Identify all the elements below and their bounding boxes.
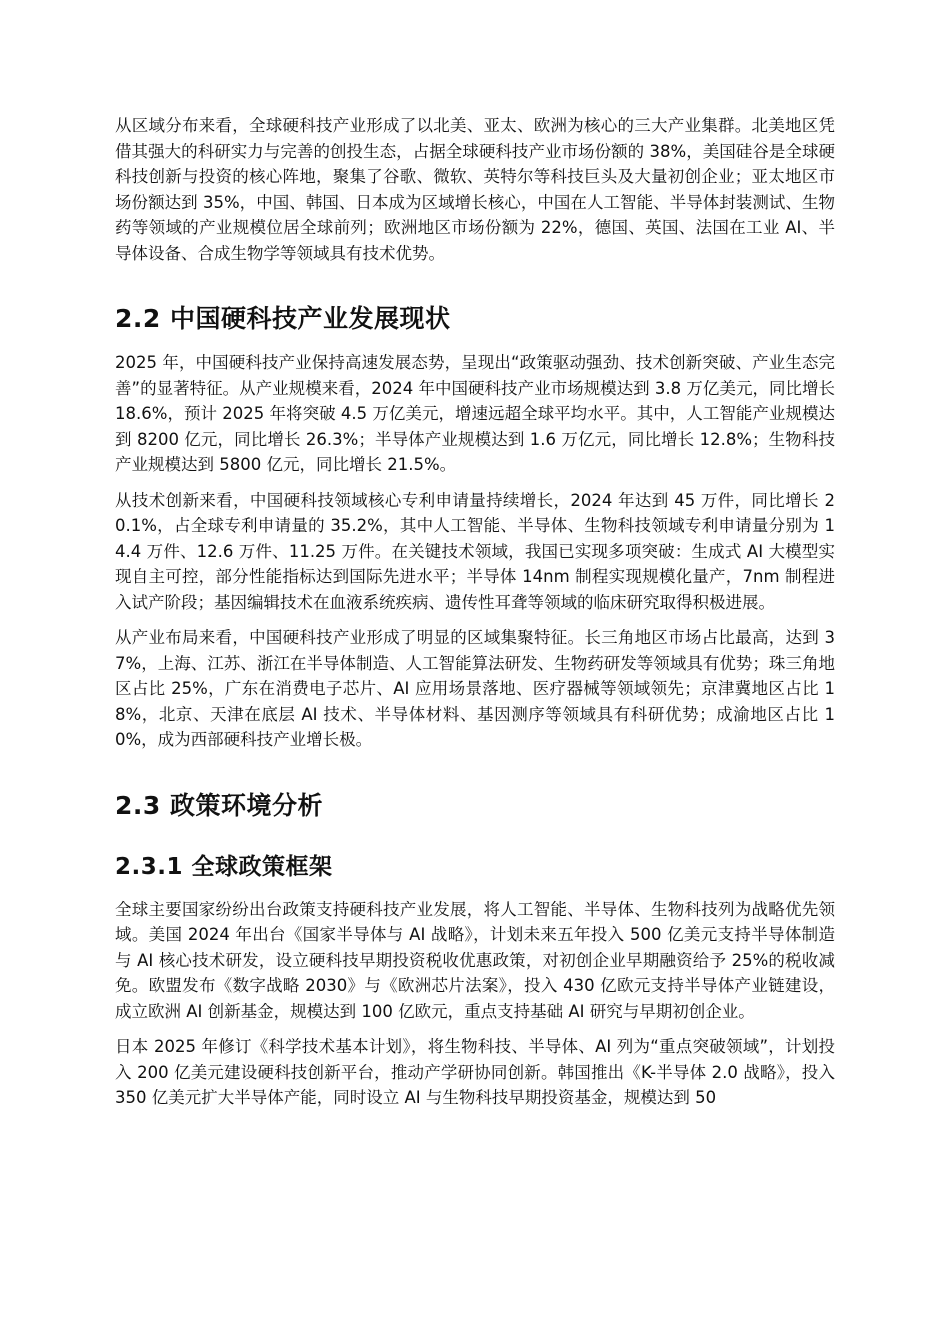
paragraph-tech-innovation: 从技术创新来看，中国硬科技领域核心专利申请量持续增长，2024 年达到 45 万件，同比增长 20.1%，占全球专利申请量的 35.2%，其中人工智能、半导体、生物科技领域专利申请量分别为 14.4 万件、12.6 万件、11.25 万件。在关键技术领域，我国已实现多项突破：生成式 AI 大模型实现自主可控，部分性能指标达到国际先进水平；半导体 14nm 制程实现规模化量产，7nm 制程进入试产阶段；基因编辑技术在血液系统疾病、遗传性耳聋等领域的临床研究取得积极进展。 — [115, 490, 835, 612]
paragraph-japan-korea-policy: 日本 2025 年修订《科学技术基本计划》，将生物科技、半导体、AI 列为“重点突破领域”，计划投入 200 亿美元建设硬科技创新平台，推动产学研协同创新。韩国推出《K-半导体 2.0 战略》，投入 350 亿美元扩大半导体产能，同时设立 AI 与生物科技早期投资基金，规模达到 50 — [115, 1037, 835, 1107]
subsection-heading-2-3-1: 2.3.1 全球政策框架 — [115, 853, 333, 880]
section-heading-2-2: 2.2 中国硬科技产业发展现状 — [115, 304, 451, 333]
paragraph-regional-distribution: 从区域分布来看，全球硬科技产业形成了以北美、亚太、欧洲为核心的三大产业集群。北美地区凭借其强大的科研实力与完善的创投生态，占据全球硬科技产业市场份额的 38%，美国硅谷是全球硬科技创新与投资的核心阵地，聚集了谷歌、微软、英特尔等科技巨头及大量初创企业；亚太地区市场份额达到 35%，中国、韩国、日本成为区域增长核心，中国在人工智能、半导体封装测试、生物药等领域的产业规模位居全球前列；欧洲地区市场份额为 22%，德国、英国、法国在工业 AI、半导体设备、合成生物学等领域具有技术优势。 — [115, 116, 835, 263]
section-heading-2-3: 2.3 政策环境分析 — [115, 790, 323, 820]
document-page — [115, 113, 835, 1121]
paragraph-global-policy: 全球主要国家纷纷出台政策支持硬科技产业发展，将人工智能、半导体、生物科技列为战略优先领域。美国 2024 年出台《国家半导体与 AI 战略》，计划未来五年投入 500 亿美元支持半导体制造与 AI 核心技术研发，设立硬科技早期投资税收优惠政策，对初创企业早期融资给予 25%的税收减免。欧盟发布《数字战略 2030》与《欧洲芯片法案》，投入 430 亿欧元支持半导体产业链建设，成立欧洲 AI 创新基金，规模达到 100 亿欧元，重点支持基础 AI 研究与早期初创企业。 — [115, 899, 835, 1021]
paragraph-china-overview: 2025 年，中国硬科技产业保持高速发展态势，呈现出“政策驱动强劲、技术创新突破、产业生态完善”的显著特征。从产业规模来看，2024 年中国硬科技产业市场规模达到 3.8 万亿美元，同比增长 18.6%，预计 2025 年将突破 4.5 万亿美元，增速远超全球平均水平。其中，人工智能产业规模达到 8200 亿元，同比增长 26.3%；半导体产业规模达到 1.6 万亿元，同比增长 12.8%；生物科技产业规模达到 5800 亿元，同比增长 21.5%。 — [115, 353, 835, 474]
paragraph-industry-layout: 从产业布局来看，中国硬科技产业形成了明显的区域集聚特征。长三角地区市场占比最高，达到 37%，上海、江苏、浙江在半导体制造、人工智能算法研发、生物药研发等领域具有优势；珠三角地区占比 25%，广东在消费电子芯片、AI 应用场景落地、医疗器械等领域领先；京津冀地区占比 18%，北京、天津在底层 AI 技术、半导体材料、基因测序等领域具有科研优势；成渝地区占比 10%，成为西部硬科技产业增长极。 — [115, 628, 835, 749]
